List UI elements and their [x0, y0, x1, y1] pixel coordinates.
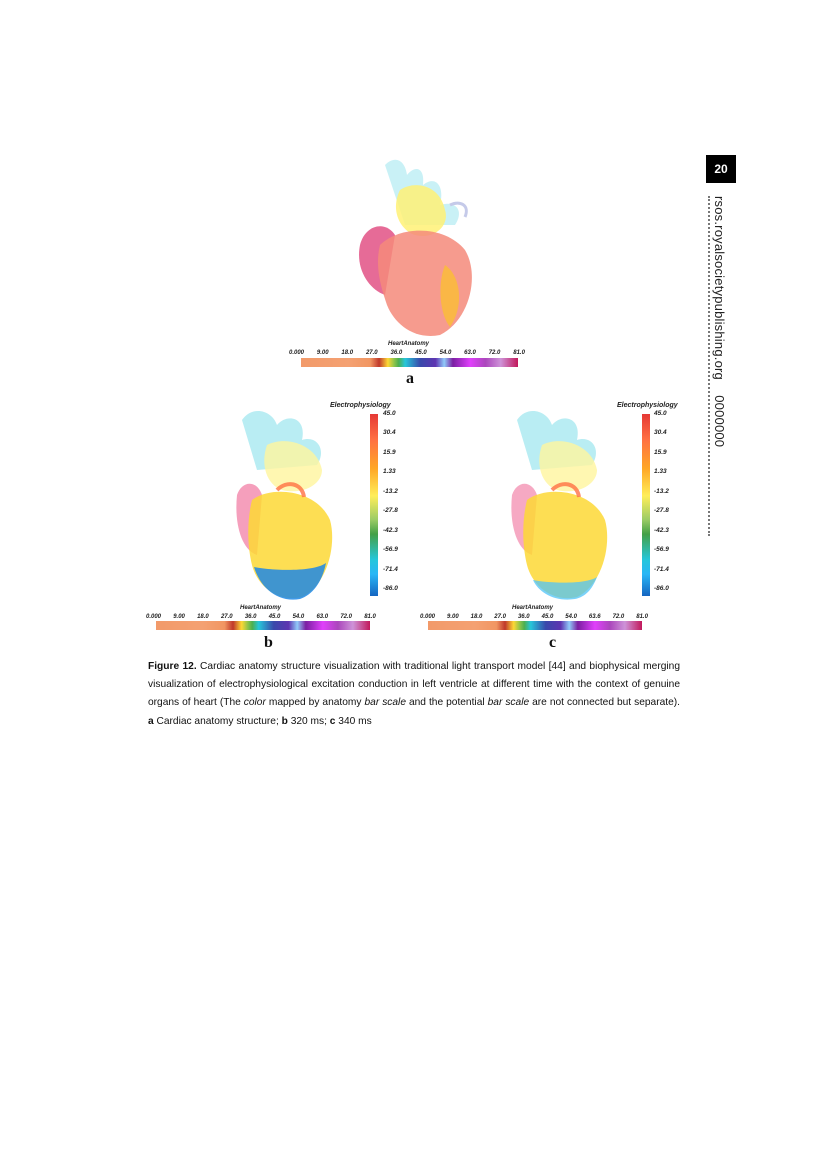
journal-volume: 0000000 — [712, 395, 727, 448]
heart-electrophysiology-rendering-b — [222, 405, 352, 605]
tick: 54.0 — [439, 350, 452, 356]
tick: 15.9 — [654, 448, 667, 456]
panel-label-c: c — [549, 634, 557, 651]
caption-emphasis: color — [243, 697, 266, 709]
tick: 1.33 — [383, 468, 396, 476]
panel-label-b: b — [264, 634, 273, 651]
tick: 54.0 — [292, 614, 305, 620]
caption-panel-label: c — [329, 715, 336, 727]
heart-electrophysiology-rendering-c — [497, 405, 627, 605]
tick: 30.4 — [654, 429, 667, 437]
tick: 30.4 — [383, 429, 396, 437]
potential-scale-ticks-b — [383, 410, 398, 592]
caption-emphasis: bar scale — [364, 697, 406, 709]
tick: 36.0 — [390, 350, 403, 356]
tick: 0.000 — [289, 350, 305, 356]
tick: -71.4 — [383, 565, 398, 573]
tick: -13.2 — [383, 487, 398, 495]
tick: 27.0 — [220, 614, 233, 620]
panel-label-a: a — [406, 370, 414, 387]
tick: 63.0 — [464, 350, 476, 356]
page-number: 20 — [706, 155, 736, 183]
tick: 72.0 — [612, 614, 625, 620]
tick: 45.0 — [541, 614, 554, 620]
tick: 63.0 — [316, 614, 329, 620]
figure-label: Figure 12. — [148, 661, 197, 672]
anatomy-scale-title-c: HeartAnatomy — [512, 605, 554, 611]
tick: 36.0 — [517, 614, 530, 620]
tick: 54.0 — [565, 614, 577, 620]
anatomy-scale-ticks-a — [289, 350, 525, 356]
tick: 45.0 — [268, 614, 281, 620]
heart-anatomy-rendering-a — [345, 155, 495, 340]
tick: 0.000 — [420, 614, 436, 620]
potential-color-bar-c — [642, 414, 650, 596]
caption-text: mapped by anatomy — [265, 697, 365, 709]
tick: 81.0 — [513, 350, 525, 356]
figure-caption — [148, 658, 680, 731]
anatomy-scale-title-a: HeartAnatomy — [388, 341, 430, 347]
journal-url-text: rsos.royalsocietypublishing.org — [712, 196, 727, 380]
tick: 18.0 — [197, 614, 209, 620]
margin-dotted-rule — [708, 196, 710, 536]
anatomy-scale-ticks-b — [146, 614, 376, 620]
caption-panel-label: b — [281, 715, 288, 727]
anatomy-color-bar-c — [428, 621, 642, 630]
tick: -27.8 — [654, 507, 669, 515]
tick: 45.0 — [654, 410, 667, 417]
anatomy-scale-title-b: HeartAnatomy — [240, 605, 282, 611]
caption-text: are not connected but separate). — [529, 697, 680, 709]
potential-color-bar-b — [370, 414, 378, 596]
tick: 9.00 — [316, 350, 329, 356]
tick: 72.0 — [488, 350, 501, 356]
tick: 18.0 — [341, 350, 354, 356]
tick: -86.0 — [383, 584, 398, 592]
tick: 27.0 — [494, 614, 506, 620]
potential-scale-ticks-c — [654, 410, 669, 592]
caption-text: Cardiac anatomy structure visualization with traditional light transport model [44] and biophysical merging visualization of electrophysiological excitation conduction in left ventricle at different time with the context of genuine organs of heart (The — [148, 661, 680, 709]
tick: 1.33 — [654, 468, 667, 476]
caption-panel-label: a — [148, 715, 154, 727]
tick: -71.4 — [654, 565, 669, 573]
tick: 15.9 — [383, 448, 396, 456]
tick: 45.0 — [415, 350, 427, 356]
potential-scale-title-c: Electrophysiology — [617, 402, 678, 409]
tick: -56.9 — [654, 546, 669, 554]
tick: -42.3 — [654, 526, 669, 534]
tick: 81.0 — [364, 614, 376, 620]
potential-scale-title-b: Electrophysiology — [330, 402, 391, 409]
tick: 27.0 — [365, 350, 378, 356]
tick: 9.00 — [446, 614, 459, 620]
tick: -42.3 — [383, 526, 398, 534]
caption-text: 320 ms; — [287, 715, 330, 727]
tick: 9.00 — [173, 614, 185, 620]
tick: 36.0 — [244, 614, 257, 620]
anatomy-color-bar-a — [301, 358, 518, 367]
tick: -13.2 — [654, 487, 669, 495]
tick: 81.0 — [636, 614, 648, 620]
anatomy-color-bar-b — [156, 621, 370, 630]
caption-text: and the potential — [405, 697, 488, 709]
tick: 0.000 — [146, 614, 162, 620]
journal-url — [712, 196, 727, 447]
caption-text: Cardiac anatomy structure; — [153, 715, 282, 727]
caption-emphasis: bar scale — [487, 697, 530, 709]
tick: -27.8 — [383, 507, 398, 515]
tick: -86.0 — [654, 584, 669, 592]
anatomy-scale-ticks-c — [420, 614, 648, 620]
caption-text: 340 ms — [335, 715, 372, 727]
tick: 72.0 — [340, 614, 353, 620]
tick: 18.0 — [470, 614, 483, 620]
tick: 45.0 — [383, 410, 396, 417]
tick: 63.6 — [588, 614, 601, 620]
tick: -56.9 — [383, 546, 398, 554]
